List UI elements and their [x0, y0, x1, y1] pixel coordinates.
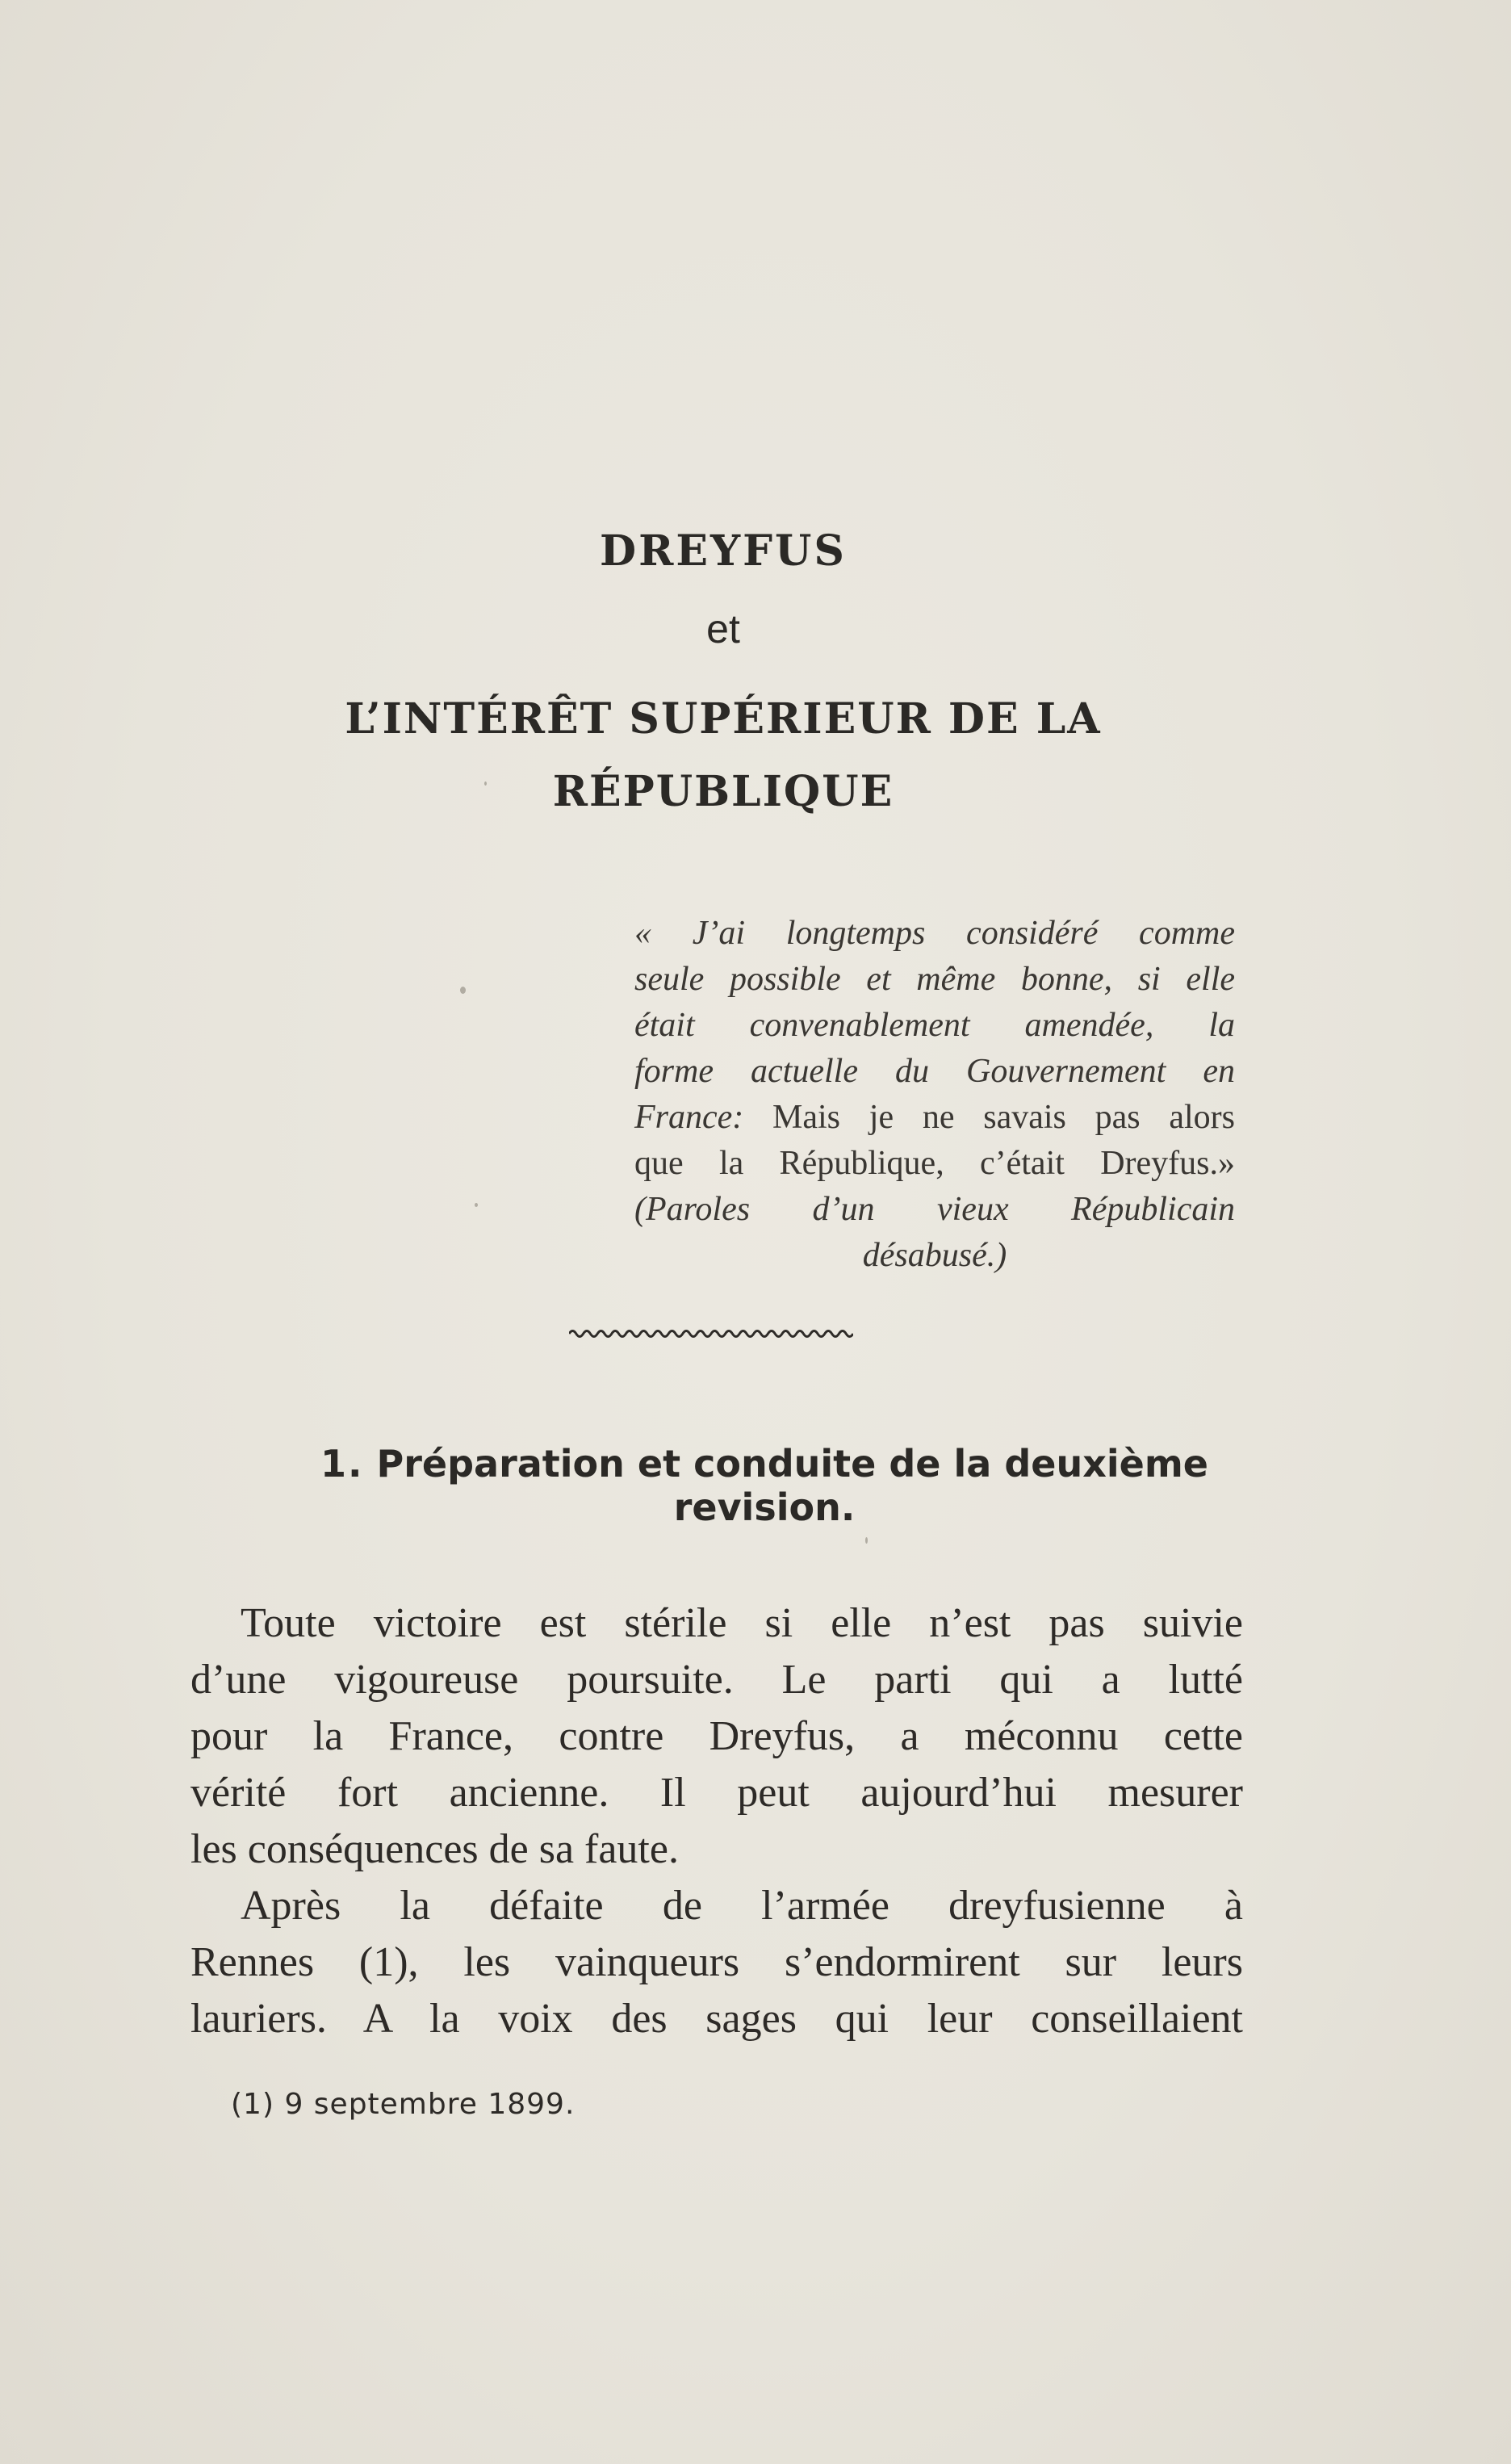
- epigraph-line: que la République, c’était Dreyfus.»: [634, 1145, 1235, 1182]
- section-number: 1.: [320, 1442, 364, 1486]
- epigraph-line: était convenablement amendée, la: [634, 1007, 1235, 1044]
- body-text: [190, 1595, 1243, 2047]
- body-line: vérité fort ancienne. Il peut aujourd’hui mesurer: [190, 1770, 1243, 1816]
- body-line: d’une vigoureuse poursuite. Le parti qui a lutté: [190, 1657, 1243, 1703]
- body-line: les conséquences de sa faute.: [190, 1826, 679, 1872]
- epigraph: [634, 911, 1235, 1279]
- paper-speck: [460, 987, 466, 994]
- paper-speck: [865, 1537, 868, 1544]
- ornamental-rule: [569, 1326, 853, 1342]
- section-heading-line-2: revision.: [673, 1486, 856, 1529]
- epigraph-line-rest: Mais je ne savais pas alors: [743, 1099, 1235, 1136]
- body-line: Rennes (1), les vainqueurs s’endormirent sur leurs: [190, 1939, 1243, 1985]
- section-heading: [228, 1442, 1301, 1529]
- title-line-republique: RÉPUBLIQUE: [552, 767, 894, 816]
- epigraph-line: « J’ai longtemps considéré comme: [634, 915, 1235, 952]
- body-line: Après la défaite de l’armée dreyfusienne à: [241, 1883, 1243, 1929]
- section-title: Préparation et conduite de la deuxième: [376, 1442, 1208, 1486]
- ornamental-rule-path: [569, 1331, 853, 1337]
- epigraph-france: France:: [634, 1099, 744, 1136]
- section-heading-line: [228, 1442, 1301, 1486]
- body-line: Toute victoire est stérile si elle n’est pas suivie: [241, 1600, 1243, 1646]
- title-line-et: et: [706, 606, 740, 652]
- title-line-dreyfus: DREYFUS: [600, 526, 847, 576]
- body-line: pour la France, contre Dreyfus, a méconnu cette: [190, 1713, 1243, 1759]
- epigraph-line: forme actuelle du Gouvernement en: [634, 1053, 1235, 1090]
- paper-speck: [484, 782, 487, 786]
- footnote: (1) 9 septembre 1899.: [231, 2088, 576, 2121]
- paper-speck: [475, 1203, 478, 1207]
- epigraph-line: seule possible et même bonne, si elle: [634, 961, 1235, 998]
- epigraph-line: [634, 1095, 1235, 1141]
- title-line-interet: L’INTÉRÊT SUPÉRIEUR DE LA: [345, 694, 1102, 744]
- body-line: lauriers. A la voix des sages qui leur conseillaient: [190, 1996, 1243, 2042]
- epigraph-attribution: (Paroles d’un vieux Républicain: [634, 1191, 1235, 1228]
- epigraph-attribution-end: désabusé.): [862, 1237, 1007, 1274]
